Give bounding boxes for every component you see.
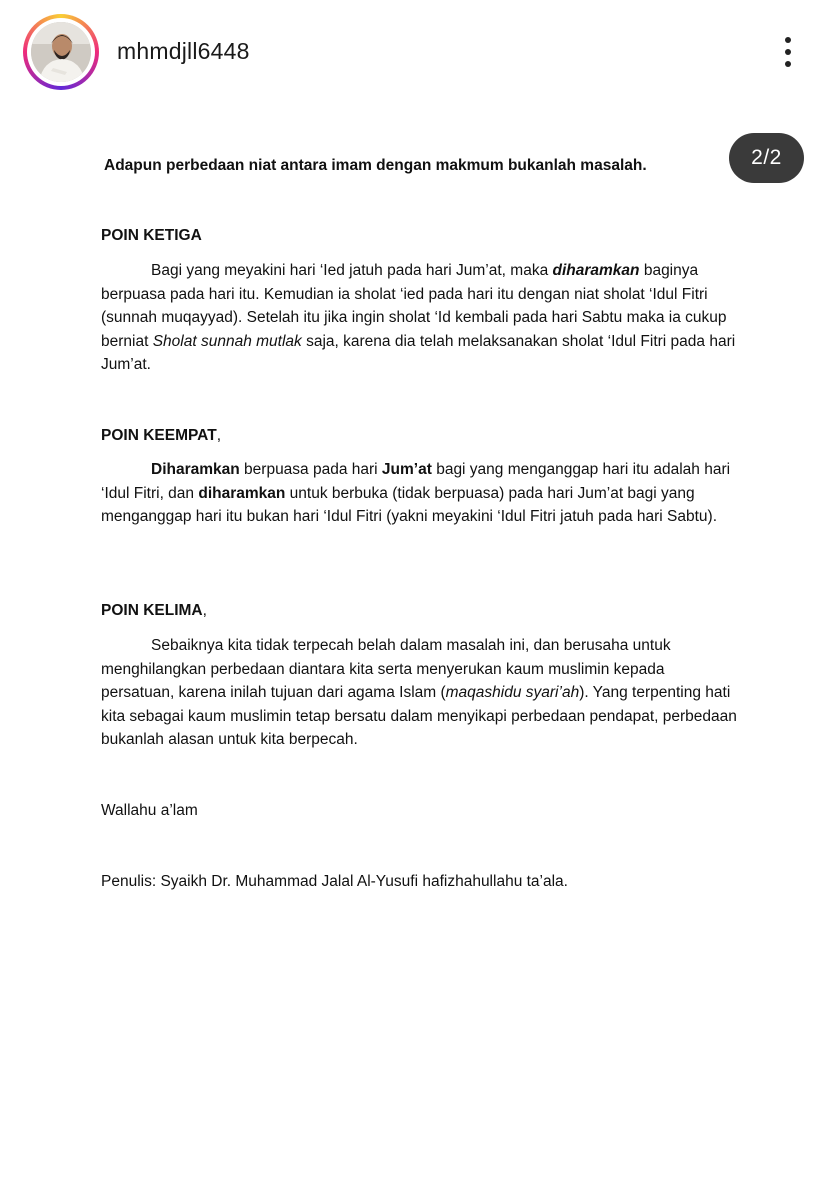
poin-keempat-comma: , xyxy=(216,427,221,444)
poin-ketiga-title: POIN KETIGA xyxy=(101,227,202,244)
poin-keempat-paragraph xyxy=(101,458,741,529)
post-header xyxy=(0,0,832,106)
ellipsis-dot-icon xyxy=(785,61,791,67)
poin-keempat-text-3: untuk berbuka (tidak berpuasa) pada hari Jum’at bagi yang menganggap hari itu bukan hari ‘Idul Fitri (yakni meyakini ‘Idul Fitri jatuh pada hari Sabtu). xyxy=(101,484,718,525)
username[interactable]: mhmdjll6448 xyxy=(117,38,250,64)
poin-keempat-title: POIN KEEMPAT xyxy=(101,427,217,444)
poin-kelima-text-1: Sebaiknya kita tidak terpecah belah dalam masalah ini, dan berusaha untuk menghilangkan perbedaan diantara kita serta menyerukan kaum muslimin kepada persatuan, karena inilah tujuan dari agama Islam ( xyxy=(101,637,671,701)
carousel-page-indicator: 2/2 xyxy=(729,133,804,183)
poin-kelima-text-2: ). Yang terpenting hati kita sebagai kaum muslimin tetap bersatu dalam menyikapi perbedaan pendapat, perbedaan bukanlah alasan untuk kita berpecah. xyxy=(101,684,737,748)
poin-ketiga-text-2: baginya berpuasa pada hari itu. Kemudian ia sholat ‘ied pada hari itu dengan niat sholat ‘Idul Fitri (sunnah muqayyad). Setelah itu jika ingin sholat ‘Id kembali pada hari Sabtu maka ia cukup berniat xyxy=(101,262,727,350)
author-line: Penulis: Syaikh Dr. Muhammad Jalal Al-Yusufi hafizhahullahu ta’ala. xyxy=(101,873,568,890)
poin-ketiga-emphasis-sholat: Sholat sunnah mutlak xyxy=(152,332,302,350)
closing-line: Wallahu a’lam xyxy=(101,802,198,819)
profile-photo-icon xyxy=(31,22,91,82)
avatar[interactable] xyxy=(31,22,91,82)
poin-kelima-emphasis: maqashidu syari’ah xyxy=(445,684,580,701)
poin-kelima-comma: , xyxy=(202,602,207,619)
poin-keempat-text-2: bagi yang menganggap hari itu adalah hari ‘Idul Fitri, dan xyxy=(101,461,731,502)
poin-ketiga-heading xyxy=(101,224,202,248)
poin-kelima-title: POIN KELIMA xyxy=(101,602,203,619)
poin-ketiga-emphasis-diharamkan: diharamkan xyxy=(552,262,640,279)
avatar-border xyxy=(27,18,95,86)
poin-ketiga-paragraph xyxy=(101,259,741,377)
poin-ketiga-text-1: Bagi yang meyakini hari ‘Ied jatuh pada hari Jum’at, maka xyxy=(151,262,553,279)
lead-sentence: Adapun perbedaan niat antara imam dengan makmum bukanlah masalah. xyxy=(104,157,647,174)
story-ring[interactable] xyxy=(23,14,99,90)
poin-keempat-strong-1: Diharamkan xyxy=(151,461,240,478)
ellipsis-dot-icon xyxy=(785,37,791,43)
more-options-button[interactable] xyxy=(770,32,806,72)
poin-kelima-paragraph xyxy=(101,634,741,752)
poin-keempat-text-1: berpuasa pada hari xyxy=(239,461,382,478)
poin-keempat-strong-2: Jum’at xyxy=(381,461,432,478)
poin-kelima-heading xyxy=(101,599,207,623)
poin-ketiga-text-3: saja, karena dia telah melaksanakan sholat ‘Idul Fitri pada hari Jum’at. xyxy=(101,332,736,373)
ellipsis-dot-icon xyxy=(785,49,791,55)
poin-keempat-strong-3: diharamkan xyxy=(198,484,286,502)
poin-keempat-heading xyxy=(101,424,221,448)
